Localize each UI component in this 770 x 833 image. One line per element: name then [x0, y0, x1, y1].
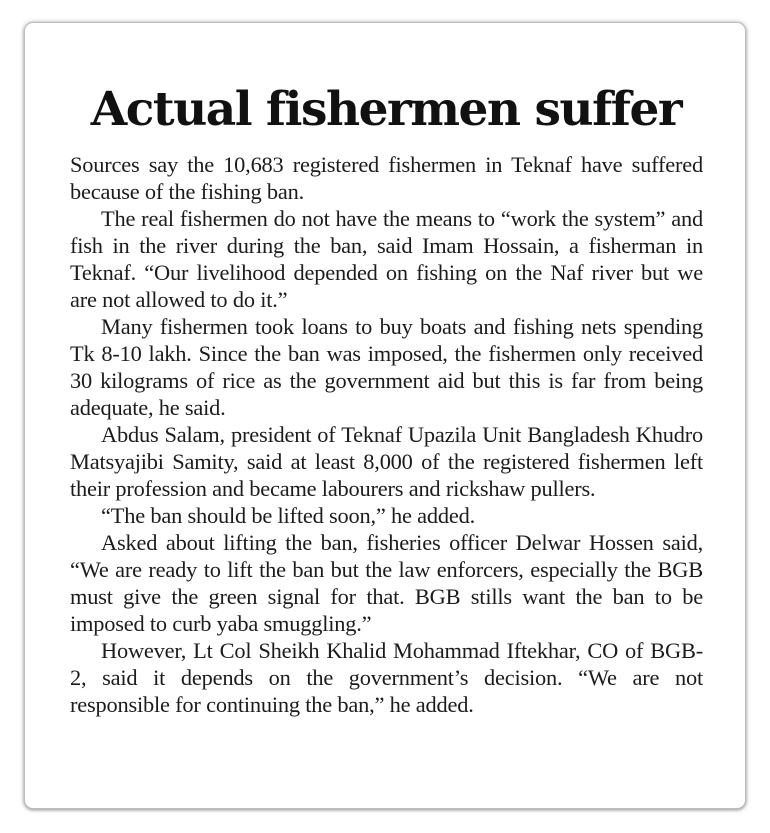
paragraph: The real fishermen do not have the means to “work the system” and fish in the river during the ban, said Imam Hossain, a fisherman in Teknaf. “Our livelihood depended on fishing on the Naf river but we are not allowed to do it.”	[70, 206, 703, 312]
paragraph: However, Lt Col Sheikh Khalid Mohammad Iftekhar, CO of BGB-2, said it depends on the government’s decision. “We are not responsible for continuing the ban,” he added.	[70, 638, 703, 717]
article-body	[70, 151, 703, 718]
article-card	[24, 22, 746, 809]
paragraph: Many fishermen took loans to buy boats and fishing nets spending Tk 8-10 lakh. Since the ban was imposed, the fishermen only received 30 kilograms of rice as the government aid but this is far from being adequate, he said.	[70, 314, 703, 420]
paragraph: Asked about lifting the ban, fisheries officer Delwar Hossen said, “We are ready to lift the ban but the law enforcers, especially the BGB must give the green signal for that. BGB stills want the ban to be imposed to curb yaba smuggling.”	[70, 530, 703, 636]
paragraph: Sources say the 10,683 registered fishermen in Teknaf have suffered because of the fishing ban.	[70, 152, 703, 204]
paragraph: Abdus Salam, president of Teknaf Upazila Unit Bangladesh Khudro Matsyajibi Samity, said at least 8,000 of the registered fishermen left their profession and became labourers and rickshaw pullers.	[70, 422, 703, 501]
headline: Actual fishermen suffer	[90, 82, 682, 137]
paragraph: “The ban should be lifted soon,” he added.	[101, 503, 475, 528]
